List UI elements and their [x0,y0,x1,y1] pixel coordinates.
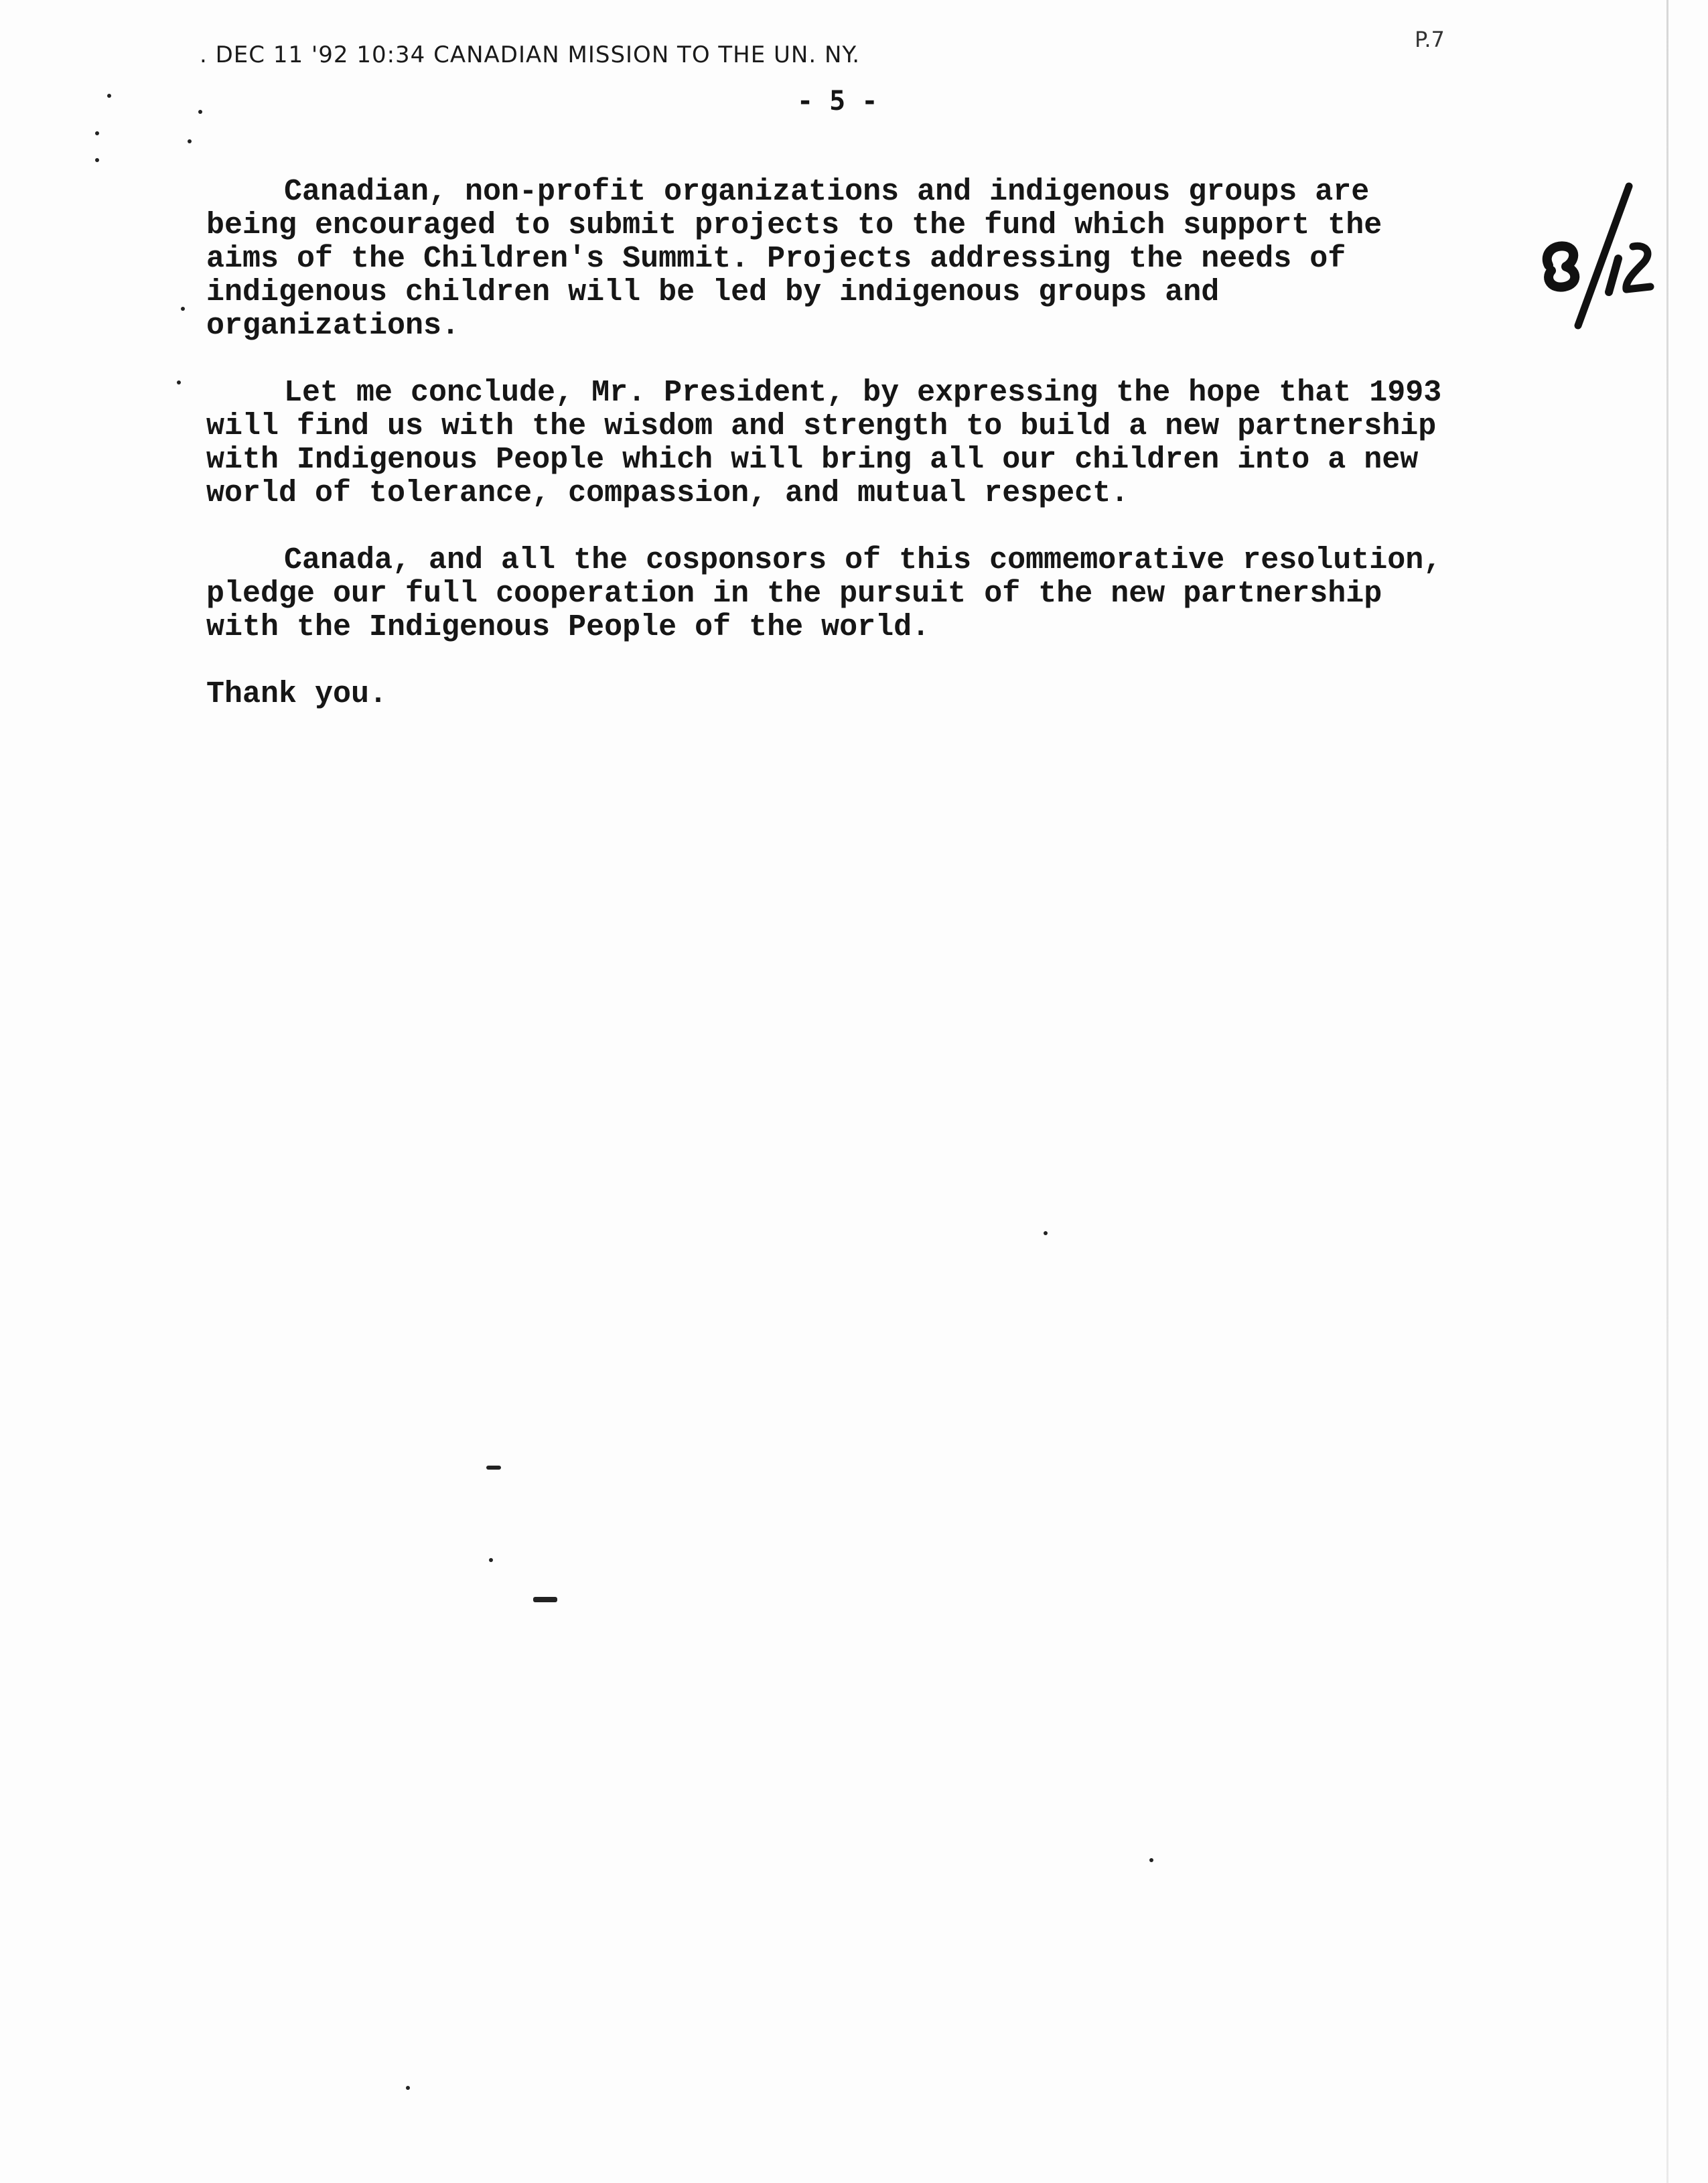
scan-speck [95,158,99,162]
scan-speck [107,94,111,98]
scan-margin-line [1666,0,1668,2183]
letter-body [206,175,1546,745]
scan-speck [1044,1231,1048,1235]
paragraph-fund-projects: Canadian, non-profit organizations and indigenous groups are being encouraged to submit projects to the fund which support the aims of the Children's Summit. Projects addressing the needs of indigenous children will be led by indigenous groups and organizations. [206,175,1382,343]
scan-speck [489,1558,493,1562]
scan-dash [533,1597,557,1602]
closing-thank-you: Thank you. [206,677,388,711]
handwritten-initials-mark [1539,180,1660,334]
fax-header-line: . DEC 11 '92 10:34 CANADIAN MISSION TO THE UN. NY. [200,42,861,68]
scan-speck [1149,1858,1153,1862]
fax-page-code: P.7 [1415,27,1445,52]
scan-speck [406,2086,410,2090]
scan-speck [177,380,181,384]
scan-dash [486,1466,501,1470]
scan-speck [181,307,185,311]
scan-speck [198,110,202,114]
page-number: - 5 - [797,86,878,117]
scan-speck [188,139,192,143]
paragraph-cosponsors-pledge: Canada, and all the cosponsors of this commemorative resolution, pledge our full cooperation in the pursuit of the new partnership with the Indigenous People of the world. [206,543,1442,644]
scan-speck [95,131,99,135]
paragraph-conclusion: Let me conclude, Mr. President, by expressing the hope that 1993 will find us with the wisdom and strength to build a new partnership with Indigenous People which will bring all our children into a new world of tolerance, compassion, and mutual respect. [206,376,1442,510]
